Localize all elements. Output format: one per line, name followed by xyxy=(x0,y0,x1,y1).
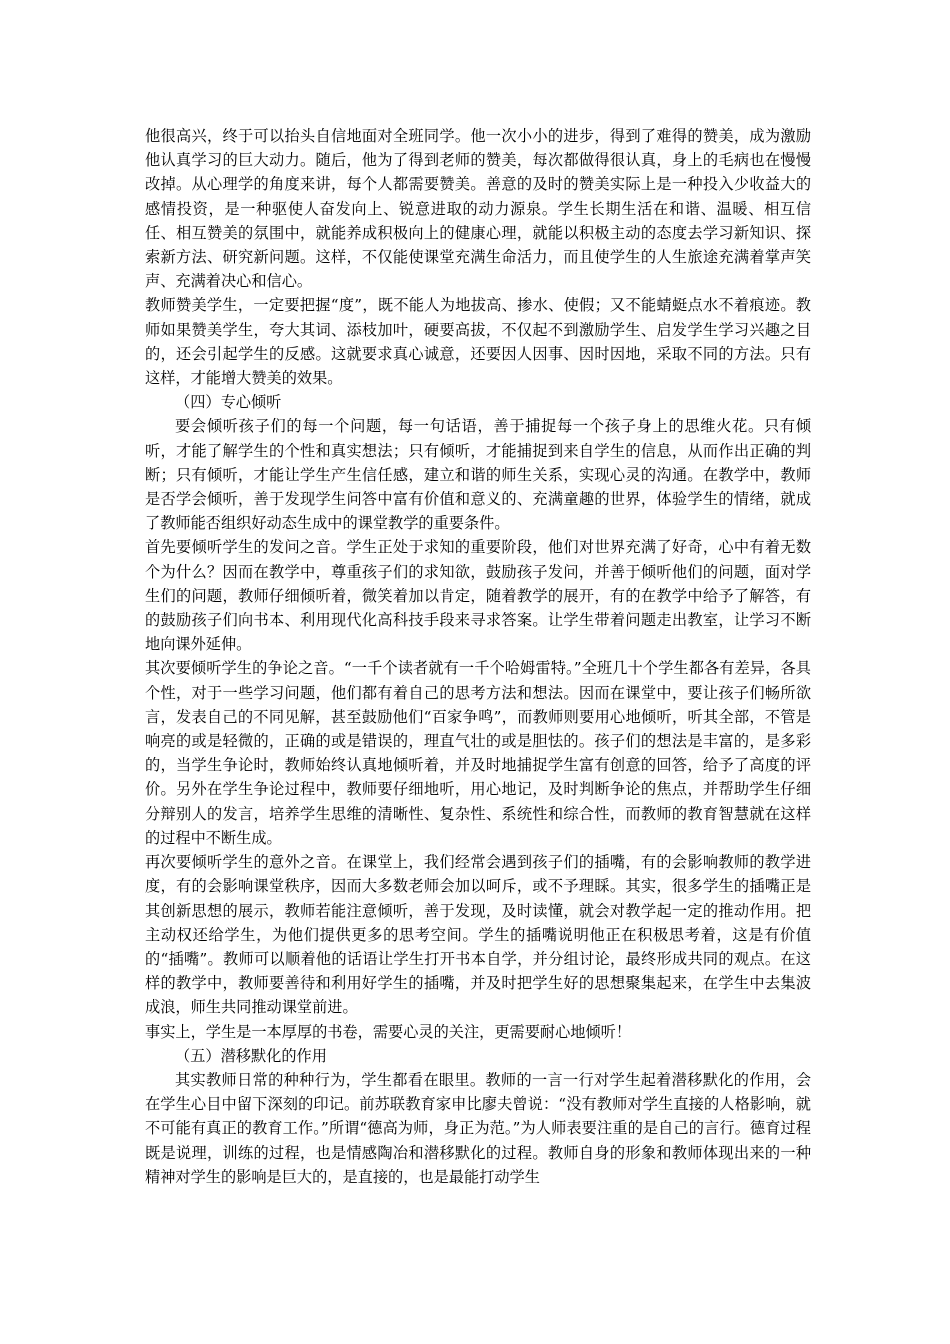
paragraph-listening-interruptions: 再次要倾听学生的意外之音。在课堂上，我们经常会遇到孩子们的插嘴，有的会影响教师的教学进度，有的会影响课堂秩序，因而大多数老师会加以呵斥，或不予理睬。其实，很多学生的插嘴正是其创新思想的展示，教师若能注意倾听，善于发现，及时读懂，就会对教学起一定的推动作用。把主动权还给学生，为他们提供更多的思考空间。学生的插嘴说明他正在积极思考着，这是有价值的“插嘴”。教师可以顺着他的话语让学生打开书本自学，并分组讨论，最终形成共同的观点。在这样的教学中，教师要善待和利用好学生的插嘴，并及时把学生好的思想聚集起来，在学生中去集波成浪，师生共同推动课堂前进。 xyxy=(145,853,811,1017)
paragraph-listening-summary: 事实上，学生是一本厚厚的书卷，需要心灵的关注，更需要耐心地倾听！ xyxy=(145,1022,631,1041)
paragraph-influence-intro: 其实教师日常的种种行为，学生都看在眼里。教师的一言一行对学生起着潜移默化的作用，会在学生心目中留下深刻的印记。前苏联教育家申比廖夫曾说：“没有教师对学生直接的人格影响，就不可能有真正的教育工作。”所谓“德高为师，身正为范。”为人师表要注重的是自己的言行。德育过程既是说理，训练的过程，也是情感陶冶和潜移默化的过程。教师自身的形象和教师体现出来的一种精神对学生的影响是巨大的，是直接的，也是最能打动学生 xyxy=(145,1070,811,1186)
paragraph-listening-debate: 其次要倾听学生的争论之音。“一千个读者就有一千个哈姆雷特。”全班几十个学生都各有差异，各具个性，对于一些学习问题，他们都有着自己的思考方法和想法。因而在课堂中，要让孩子们畅所欲言，发表自己的不同见解，甚至鼓励他们“百家争鸣”，而教师则要用心地倾听，听其全部，不管是响亮的或是轻微的，正确的或是错误的，理直气壮的或是胆怯的。孩子们的想法是丰富的，是多彩的，当学生争论时，教师始终认真地倾听着，并及时地捕捉学生富有创意的回答，给予了高度的评价。另外在学生争论过程中，教师要仔细地听，用心地记，及时判断争论的焦点，并帮助学生仔细分辩别人的发言，培养学生思维的清晰性、复杂性、系统性和综合性，而教师的教育智慧就在这样的过程中不断生成。 xyxy=(145,659,811,847)
section-heading-influence: （五）潜移默化的作用 xyxy=(175,1046,327,1065)
paragraph-praise-effect: 他很高兴，终于可以抬头自信地面对全班同学。他一次小小的进步，得到了难得的赞美，成为激励他认真学习的巨大动力。随后，他为了得到老师的赞美，每次都做得很认真，身上的毛病也在慢慢改掉。从心理学的角度来讲，每个人都需要赞美。善意的及时的赞美实际上是一种投入少收益大的感情投资，是一种驱使人奋发向上、锐意进取的动力源泉。学生长期生活在和谐、温暖、相互信任、相互赞美的氛围中，就能养成积极向上的健康心理，就能以积极主动的态度去学习新知识、探索新方法、研究新问题。这样，不仅能使课堂充满生命活力，而且使学生的人生旅途充满着掌声笑声、充满着决心和信心。 xyxy=(145,127,811,291)
paragraph-listening-intro: 要会倾听孩子们的每一个问题，每一句话语，善于捕捉每一个孩子身上的思维火花。只有倾听，才能了解学生的个性和真实想法；只有倾听，才能捕捉到来自学生的信息，从而作出正确的判断；只有倾听，才能让学生产生信任感，建立和谐的师生关系，实现心灵的沟通。在教学中，教师是否学会倾听，善于发现学生问答中富有价值和意义的、充满童趣的世界，体验学生的情绪，就成了教师能否组织好动态生成中的课堂教学的重要条件。 xyxy=(145,417,811,533)
document-body xyxy=(145,124,811,1189)
section-heading-listening: （四）专心倾听 xyxy=(175,393,282,412)
paragraph-praise-degree: 教师赞美学生，一定要把握“度”，既不能人为地拔高、掺水、使假；又不能蜻蜓点水不着痕迹。教师如果赞美学生，夸大其词、添枝加叶，硬要高拔，不仅起不到激励学生、启发学生学习兴趣之目的，还会引起学生的反感。这就要求真心诚意，还要因人因事、因时因地，采取不同的方法。只有这样，才能增大赞美的效果。 xyxy=(145,296,811,388)
paragraph-listening-questions: 首先要倾听学生的发问之音。学生正处于求知的重要阶段，他们对世界充满了好奇，心中有着无数个为什么？因而在教学中，尊重孩子们的求知欲，鼓励孩子发问，并善于倾听他们的问题，面对学生们的问题，教师仔细倾听着，微笑着加以肯定，随着教学的展开，有的在教学中给予了解答，有的鼓励孩子们向书本、利用现代化高科技手段来寻求答案。让学生带着问题走出教室，让学习不断地向课外延伸。 xyxy=(145,538,811,654)
